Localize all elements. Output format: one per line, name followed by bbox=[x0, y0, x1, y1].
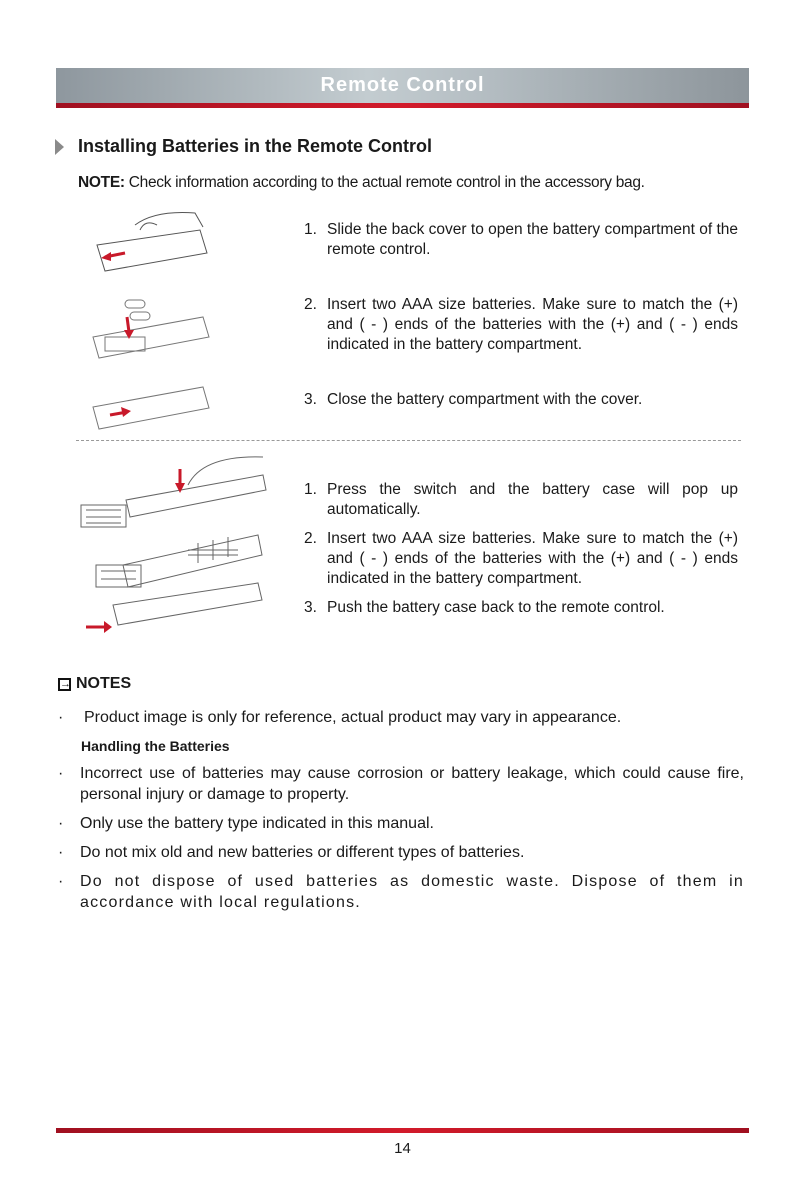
remote-slide-cover-illustration bbox=[85, 205, 215, 285]
notes-arrow-box-icon: → bbox=[60, 677, 71, 690]
step-number: 3. bbox=[304, 391, 317, 408]
bullet-text: Do not mix old and new batteries or different types of batteries. bbox=[80, 844, 525, 861]
step-number: 1. bbox=[304, 221, 317, 238]
footer-accent-line bbox=[56, 1128, 749, 1133]
step-2-1 bbox=[304, 480, 738, 520]
step-1-2 bbox=[304, 295, 738, 355]
notes-heading bbox=[58, 675, 131, 693]
note bbox=[78, 174, 645, 192]
bullet: · bbox=[58, 765, 64, 782]
note-text: Check information according to the actual remote control in the accessory bag. bbox=[124, 174, 645, 191]
remote-insert-batteries-illustration bbox=[85, 292, 215, 367]
notes-subheading: Handling the Batteries bbox=[81, 738, 230, 754]
step-1-3 bbox=[304, 390, 738, 410]
bullet-text: Product image is only for reference, actual product may vary in appearance. bbox=[84, 709, 622, 726]
step-number: 2. bbox=[304, 296, 317, 313]
step-number: 2. bbox=[304, 530, 317, 547]
remote-close-cover-illustration bbox=[85, 382, 215, 432]
step-1-1 bbox=[304, 220, 738, 260]
section-heading bbox=[55, 136, 432, 157]
notes-bullet bbox=[58, 813, 744, 834]
bullet: · bbox=[58, 873, 65, 890]
section-title: Installing Batteries in the Remote Control bbox=[78, 136, 433, 156]
step-number: 3. bbox=[304, 599, 317, 616]
bullet: · bbox=[58, 844, 64, 861]
note-label: NOTE: bbox=[78, 174, 125, 191]
bullet-text: Incorrect use of batteries may cause corrosion or battery leakage, which could cause fire, personal injury or damage to property. bbox=[80, 765, 744, 803]
divider-dashed bbox=[76, 440, 741, 441]
bullet-text: Do not dispose of used batteries as domestic waste. Dispose of them in accordance with local regulations. bbox=[80, 873, 744, 911]
notes-bullet bbox=[58, 871, 744, 913]
step-text: Insert two AAA size batteries. Make sure to match the (+) and ( - ) ends of the batteries with the (+) and ( - ) ends indicated in the battery compartment. bbox=[327, 296, 738, 353]
header-accent-line bbox=[56, 103, 749, 108]
notes-title: NOTES bbox=[76, 675, 132, 692]
step-text: Close the battery compartment with the cover. bbox=[327, 391, 643, 408]
step-number: 1. bbox=[304, 481, 317, 498]
page-title: Remote Control bbox=[320, 74, 485, 96]
notes-bullet bbox=[58, 842, 744, 863]
bullet: · bbox=[58, 709, 64, 726]
bullet-text: Only use the battery type indicated in this manual. bbox=[80, 815, 434, 832]
remote-popup-case-illustration bbox=[78, 455, 273, 640]
notes-bullet bbox=[58, 707, 744, 728]
page-number: 14 bbox=[394, 1140, 411, 1157]
page-header-bar bbox=[56, 68, 749, 108]
step-2-2 bbox=[304, 529, 738, 589]
notes-bullet bbox=[58, 763, 744, 805]
step-2-3 bbox=[304, 598, 738, 618]
triangle-bullet-icon bbox=[55, 139, 64, 155]
bullet: · bbox=[58, 815, 64, 832]
step-text: Slide the back cover to open the battery compartment of the remote control. bbox=[327, 221, 738, 258]
step-text: Press the switch and the battery case will pop up automatically. bbox=[327, 481, 738, 518]
step-text: Push the battery case back to the remote control. bbox=[327, 599, 665, 616]
step-text: Insert two AAA size batteries. Make sure to match the (+) and ( - ) ends of the batteries with the (+) and ( - ) ends indicated in the battery compartment. bbox=[327, 530, 738, 587]
